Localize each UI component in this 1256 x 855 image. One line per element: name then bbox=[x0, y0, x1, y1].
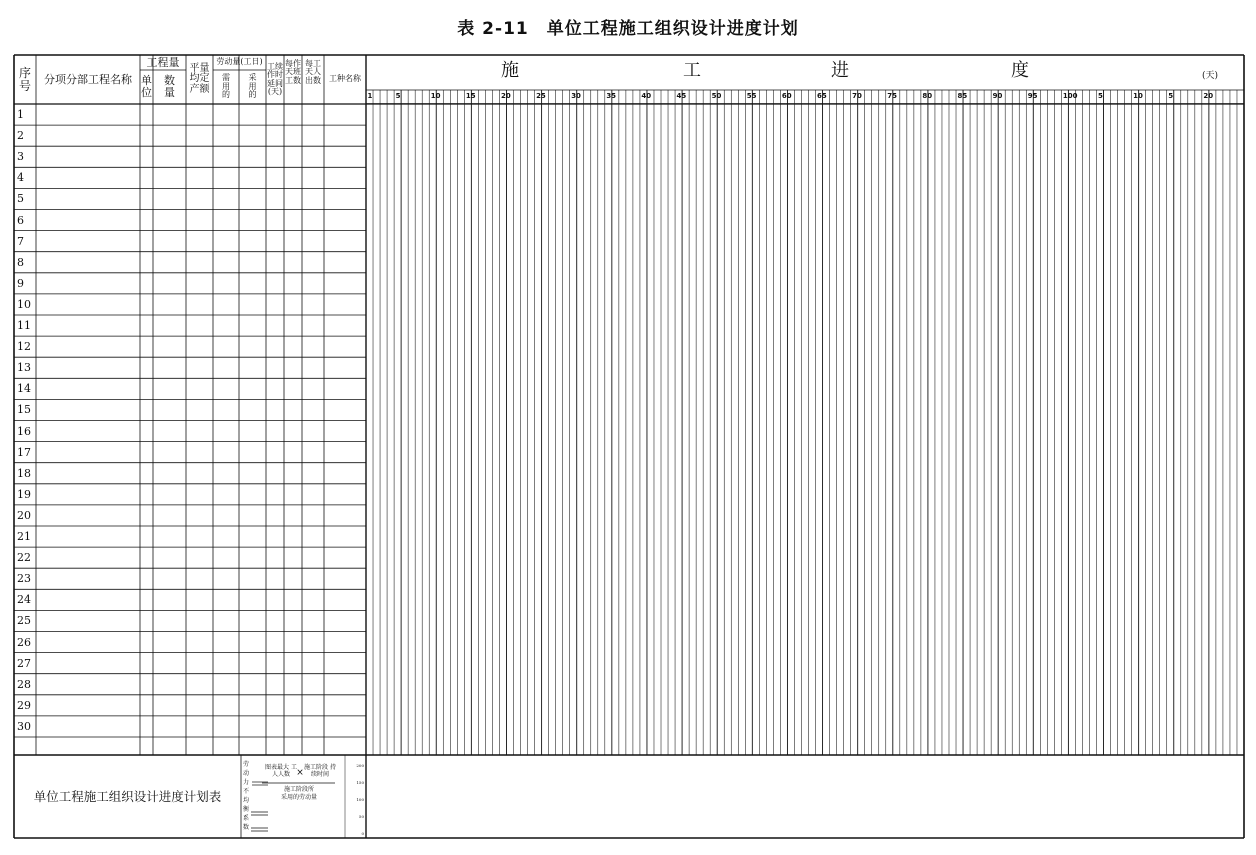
day-tick-label: 20 bbox=[500, 92, 511, 100]
day-tick-label: 75 bbox=[887, 92, 898, 100]
header-trade-name: 工种名称 bbox=[329, 74, 361, 84]
formula-numerator-a: 图表最大 工人人数 bbox=[265, 764, 297, 778]
header-progress-char-1: 施 bbox=[501, 59, 519, 81]
day-tick-label: 10 bbox=[1133, 92, 1143, 100]
row-number: 16 bbox=[17, 424, 31, 438]
day-tick-label: 70 bbox=[852, 92, 862, 100]
row-number: 7 bbox=[17, 234, 24, 248]
labor-scale-label: 50 bbox=[358, 814, 364, 819]
day-tick-label: 25 bbox=[536, 92, 546, 100]
header-duration: 工续 作时 延间 (天) bbox=[267, 61, 283, 96]
day-tick-label: 45 bbox=[676, 92, 687, 100]
row-number: 27 bbox=[17, 656, 31, 670]
row-number: 6 bbox=[17, 213, 24, 227]
row-number: 15 bbox=[17, 403, 31, 417]
labor-scale-label: 150 bbox=[356, 780, 364, 785]
day-tick-label: 15 bbox=[465, 92, 476, 100]
day-tick-label: 5 bbox=[1168, 92, 1174, 100]
row-number: 21 bbox=[17, 530, 31, 543]
header-amount: 数 量 bbox=[164, 74, 175, 99]
header-progress-char-3: 进 bbox=[831, 59, 849, 81]
row-number: 19 bbox=[17, 487, 31, 501]
row-number: 23 bbox=[17, 572, 31, 586]
row-number: 25 bbox=[17, 614, 31, 628]
header-workers: 每工 天人 出数 bbox=[305, 58, 321, 85]
row-number: 18 bbox=[17, 466, 31, 480]
day-tick-label: 20 bbox=[1203, 92, 1214, 100]
labor-scale-label: 200 bbox=[356, 763, 364, 768]
formula-times: × bbox=[296, 768, 304, 778]
day-tick-label: 35 bbox=[606, 92, 617, 100]
day-tick-label: 40 bbox=[641, 92, 652, 100]
row-number: 22 bbox=[17, 551, 31, 565]
header-day-unit: (天) bbox=[1201, 71, 1219, 82]
row-number: 5 bbox=[17, 192, 24, 206]
row-number: 8 bbox=[17, 255, 24, 269]
footer-table-name: 单位工程施工组织设计进度计划表 bbox=[33, 789, 222, 805]
day-tick-label: 10 bbox=[430, 92, 441, 100]
row-number: 28 bbox=[17, 677, 31, 691]
day-tick-label: 65 bbox=[817, 92, 827, 100]
day-tick-label: 50 bbox=[711, 92, 722, 100]
day-tick-label: 85 bbox=[957, 92, 968, 100]
day-tick-label: 5 bbox=[1097, 92, 1103, 100]
row-number: 3 bbox=[17, 150, 24, 164]
header-average-rate: 平量 均定 产额 bbox=[189, 62, 210, 95]
row-number: 9 bbox=[17, 276, 24, 290]
day-tick-label: 55 bbox=[746, 92, 757, 100]
row-number: 26 bbox=[17, 635, 31, 649]
row-number: 29 bbox=[17, 698, 31, 712]
day-tick-label: 95 bbox=[1027, 92, 1038, 100]
row-number: 1 bbox=[17, 108, 24, 121]
day-tick-label: 5 bbox=[395, 92, 401, 100]
row-number: 24 bbox=[17, 593, 31, 607]
day-tick-label: 60 bbox=[781, 92, 792, 100]
day-tick-label: 1 bbox=[367, 92, 373, 100]
header-labor-adopted: 采 用 的 bbox=[248, 73, 257, 100]
row-number: 17 bbox=[17, 445, 31, 459]
formula-denominator-b: 采用的劳动量 bbox=[280, 794, 317, 801]
row-number: 10 bbox=[17, 297, 31, 311]
labor-scale-label: 0 bbox=[361, 831, 364, 836]
row-number: 14 bbox=[17, 382, 31, 396]
formula-numerator-b: 施工阶段 持续时间 bbox=[304, 764, 336, 778]
footer-coefficient-label: 劳 动 力 不 均 衡 系 数 bbox=[242, 761, 249, 831]
row-number: 13 bbox=[17, 361, 31, 375]
labor-scale-label: 100 bbox=[356, 797, 364, 802]
row-number: 20 bbox=[17, 508, 31, 522]
row-number: 12 bbox=[17, 340, 31, 354]
header-progress-char-2: 工 bbox=[683, 59, 701, 81]
header-seq: 序 号 bbox=[18, 65, 31, 93]
header-progress-char-4: 度 bbox=[1011, 59, 1029, 81]
day-tick-label: 30 bbox=[571, 92, 581, 100]
row-number: 2 bbox=[17, 129, 24, 143]
row-number: 4 bbox=[17, 171, 24, 185]
row-number: 11 bbox=[17, 319, 31, 332]
day-tick-label: 90 bbox=[992, 92, 1003, 100]
header-unit: 单 位 bbox=[141, 74, 152, 99]
formula-denominator-a: 施工阶段所 bbox=[283, 786, 314, 793]
header-quantity-group: 工程量 bbox=[146, 55, 180, 69]
table-number: 表 2-11 bbox=[457, 19, 529, 39]
header-labor-required: 需 用 的 bbox=[222, 73, 230, 100]
header-labor-group: 劳动量(工日) bbox=[216, 57, 263, 67]
row-number: 30 bbox=[17, 719, 31, 733]
day-tick-label: 80 bbox=[922, 92, 933, 100]
header-shifts: 每作 天班 工数 bbox=[285, 58, 301, 85]
header-item-name: 分项分部工程名称 bbox=[44, 72, 132, 86]
table-title: 单位工程施工组织设计进度计划 bbox=[546, 19, 799, 39]
day-tick-label: 100 bbox=[1062, 92, 1078, 100]
